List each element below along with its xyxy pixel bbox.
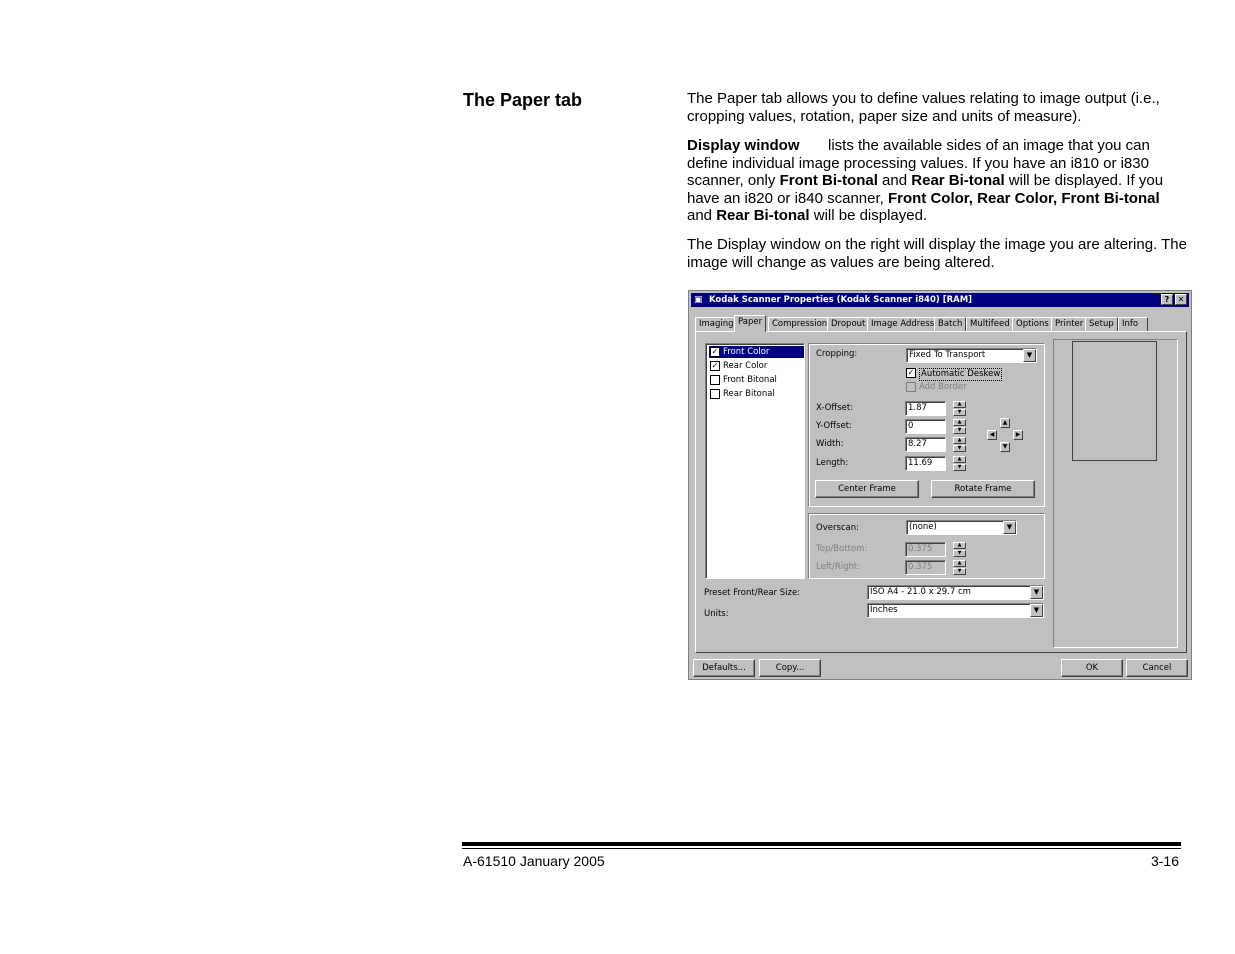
checkbox[interactable]	[710, 389, 720, 399]
chevron-down-icon[interactable]: ▼	[1030, 586, 1043, 599]
arrow-up-icon[interactable]: ▲	[953, 401, 966, 408]
side-item-label: Front Bitonal	[723, 375, 777, 385]
width-label: Width:	[816, 439, 844, 449]
side-item-front-bitonal[interactable]	[709, 374, 804, 386]
dialog-title: Kodak Scanner Properties (Kodak Scanner i840) [RAM]	[709, 295, 973, 305]
tab-paper[interactable]: Paper	[734, 315, 766, 332]
footer-page-number: 3-16	[1150, 853, 1179, 869]
top-bottom-label: Top/Bottom:	[816, 544, 868, 554]
bold-run: Front Bi-tonal	[779, 172, 878, 189]
nudge-up-button[interactable]: ▲	[1000, 418, 1010, 428]
section-heading: The Paper tab	[463, 90, 583, 110]
close-button[interactable]: ✕	[1175, 294, 1187, 305]
preset-size-label: Preset Front/Rear Size:	[704, 588, 801, 598]
x-offset-label: X-Offset:	[816, 403, 854, 413]
preset-size-select[interactable]	[867, 585, 1044, 600]
auto-deskew-checkbox[interactable]: ✓	[907, 368, 915, 377]
width-spinner[interactable]	[953, 437, 966, 452]
help-button[interactable]: ?	[1161, 294, 1173, 305]
length-label: Length:	[816, 458, 849, 468]
arrow-down-icon[interactable]: ▼	[953, 464, 966, 471]
cropping-label: Cropping:	[816, 349, 858, 359]
x-offset-input[interactable]: 1.87	[905, 401, 946, 416]
x-offset-spinner[interactable]	[953, 401, 966, 416]
arrow-down-icon[interactable]: ▼	[953, 445, 966, 452]
text-run: and	[877, 172, 912, 189]
nudge-right-button[interactable]: ▶	[1013, 430, 1023, 440]
add-border-label: Add Border	[919, 382, 967, 392]
footer-rule	[462, 842, 1181, 846]
tab-setup[interactable]: Setup	[1085, 317, 1118, 331]
side-item-label: Rear Bitonal	[723, 389, 775, 399]
nudge-down-button[interactable]: ▼	[1000, 442, 1010, 452]
cancel-button[interactable]: Cancel	[1126, 659, 1188, 677]
dialog-titlebar[interactable]	[691, 293, 1189, 307]
display-window-term: Display window	[687, 137, 800, 154]
arrow-up-icon[interactable]: ▲	[953, 419, 966, 426]
left-right-input[interactable]: 0.375	[905, 560, 946, 575]
preview-page-frame[interactable]	[1072, 341, 1157, 461]
top-bottom-input[interactable]: 0.375	[905, 542, 946, 557]
text-run: and	[687, 207, 717, 224]
chevron-down-icon[interactable]: ▼	[1023, 349, 1036, 362]
tab-info[interactable]: Info	[1118, 317, 1148, 331]
bold-run: Rear Bi-tonal	[716, 207, 810, 224]
tab-batch[interactable]: Batch	[934, 317, 966, 331]
tab-printer[interactable]: Printer	[1051, 317, 1087, 331]
tab-image-address[interactable]: Image Address	[867, 317, 938, 331]
side-item-label: Front Color	[723, 347, 770, 357]
overscan-label: Overscan:	[816, 523, 860, 533]
side-item-rear-bitonal[interactable]	[709, 388, 804, 400]
cropping-select[interactable]	[906, 348, 1037, 363]
y-offset-label: Y-Offset:	[816, 421, 852, 431]
scanner-icon: ▣	[694, 295, 703, 305]
side-item-rear-color[interactable]	[709, 360, 804, 372]
arrow-down-icon[interactable]: ▼	[953, 568, 966, 575]
image-side-list	[705, 343, 805, 579]
left-right-label: Left/Right:	[816, 562, 861, 572]
footer-rule-thin	[462, 848, 1181, 849]
scanner-properties-dialog	[688, 290, 1192, 680]
footer-doc-id: A-61510 January 2005	[463, 853, 605, 869]
width-input[interactable]: 8.27	[905, 437, 946, 452]
bold-run: Rear Bi-tonal	[911, 172, 1005, 189]
text-run: will be displayed. If you have an i820 or i840 scanner,	[687, 172, 1164, 207]
checkbox[interactable]	[710, 375, 720, 385]
display-paragraph: The Display window on the right will display the image you are altering. The image will change as values are being altered.	[687, 236, 1187, 271]
arrow-up-icon[interactable]: ▲	[953, 437, 966, 444]
arrow-up-icon[interactable]: ▲	[953, 456, 966, 463]
defaults-button[interactable]: Defaults...	[693, 659, 755, 677]
auto-deskew-label: Automatic Deskew	[921, 369, 1001, 379]
tab-imaging[interactable]: Imaging	[695, 317, 738, 331]
length-spinner[interactable]	[953, 456, 966, 471]
side-item-label: Rear Color	[723, 361, 768, 371]
side-item-front-color[interactable]	[709, 346, 804, 358]
rotate-frame-button[interactable]: Rotate Frame	[931, 480, 1035, 498]
cropping-value: Fixed To Transport	[909, 350, 986, 360]
left-right-spinner[interactable]	[953, 560, 966, 575]
y-offset-input[interactable]: 0	[905, 419, 946, 434]
checkbox[interactable]: ✓	[711, 361, 719, 370]
text-run: lists the available sides of an image that you can define individual image processing values. If you have an i810 or i830 scanner, only	[687, 137, 1150, 189]
units-label: Units:	[704, 609, 729, 619]
copy-button[interactable]: Copy...	[759, 659, 821, 677]
overscan-select[interactable]	[906, 520, 1017, 535]
display-window-paragraph	[687, 137, 1187, 225]
units-select[interactable]	[867, 603, 1044, 618]
length-input[interactable]: 11.69	[905, 456, 946, 471]
tab-options[interactable]: Options	[1012, 317, 1053, 331]
y-offset-spinner[interactable]	[953, 419, 966, 434]
add-border-checkbox[interactable]	[906, 382, 916, 392]
top-bottom-spinner[interactable]	[953, 542, 966, 557]
arrow-up-icon[interactable]: ▲	[953, 542, 966, 549]
center-frame-button[interactable]: Center Frame	[815, 480, 919, 498]
overscan-value: (none)	[909, 522, 937, 532]
chevron-down-icon[interactable]: ▼	[1030, 604, 1043, 617]
arrow-down-icon[interactable]: ▼	[953, 409, 966, 416]
tab-compression[interactable]: Compression	[768, 317, 831, 331]
chevron-down-icon[interactable]: ▼	[1003, 521, 1016, 534]
arrow-down-icon[interactable]: ▼	[953, 427, 966, 434]
preset-size-value: ISO A4 - 21.0 x 29.7 cm	[870, 587, 971, 597]
bold-run: Front Color, Rear Color, Front Bi-tonal	[887, 189, 1160, 207]
tab-multifeed[interactable]: Multifeed	[966, 317, 1014, 331]
checkbox[interactable]: ✓	[711, 347, 719, 356]
nudge-left-button[interactable]: ◀	[987, 430, 997, 440]
intro-paragraph: The Paper tab allows you to define values relating to image output (i.e., cropping values, rotation, paper size and units of measure).	[687, 90, 1160, 125]
text-run: will be displayed.	[809, 207, 928, 224]
arrow-up-icon[interactable]: ▲	[953, 560, 966, 567]
tab-dropout[interactable]: Dropout	[827, 317, 869, 331]
ok-button[interactable]: OK	[1061, 659, 1123, 677]
units-value: Inches	[870, 605, 898, 615]
arrow-down-icon[interactable]: ▼	[953, 550, 966, 557]
